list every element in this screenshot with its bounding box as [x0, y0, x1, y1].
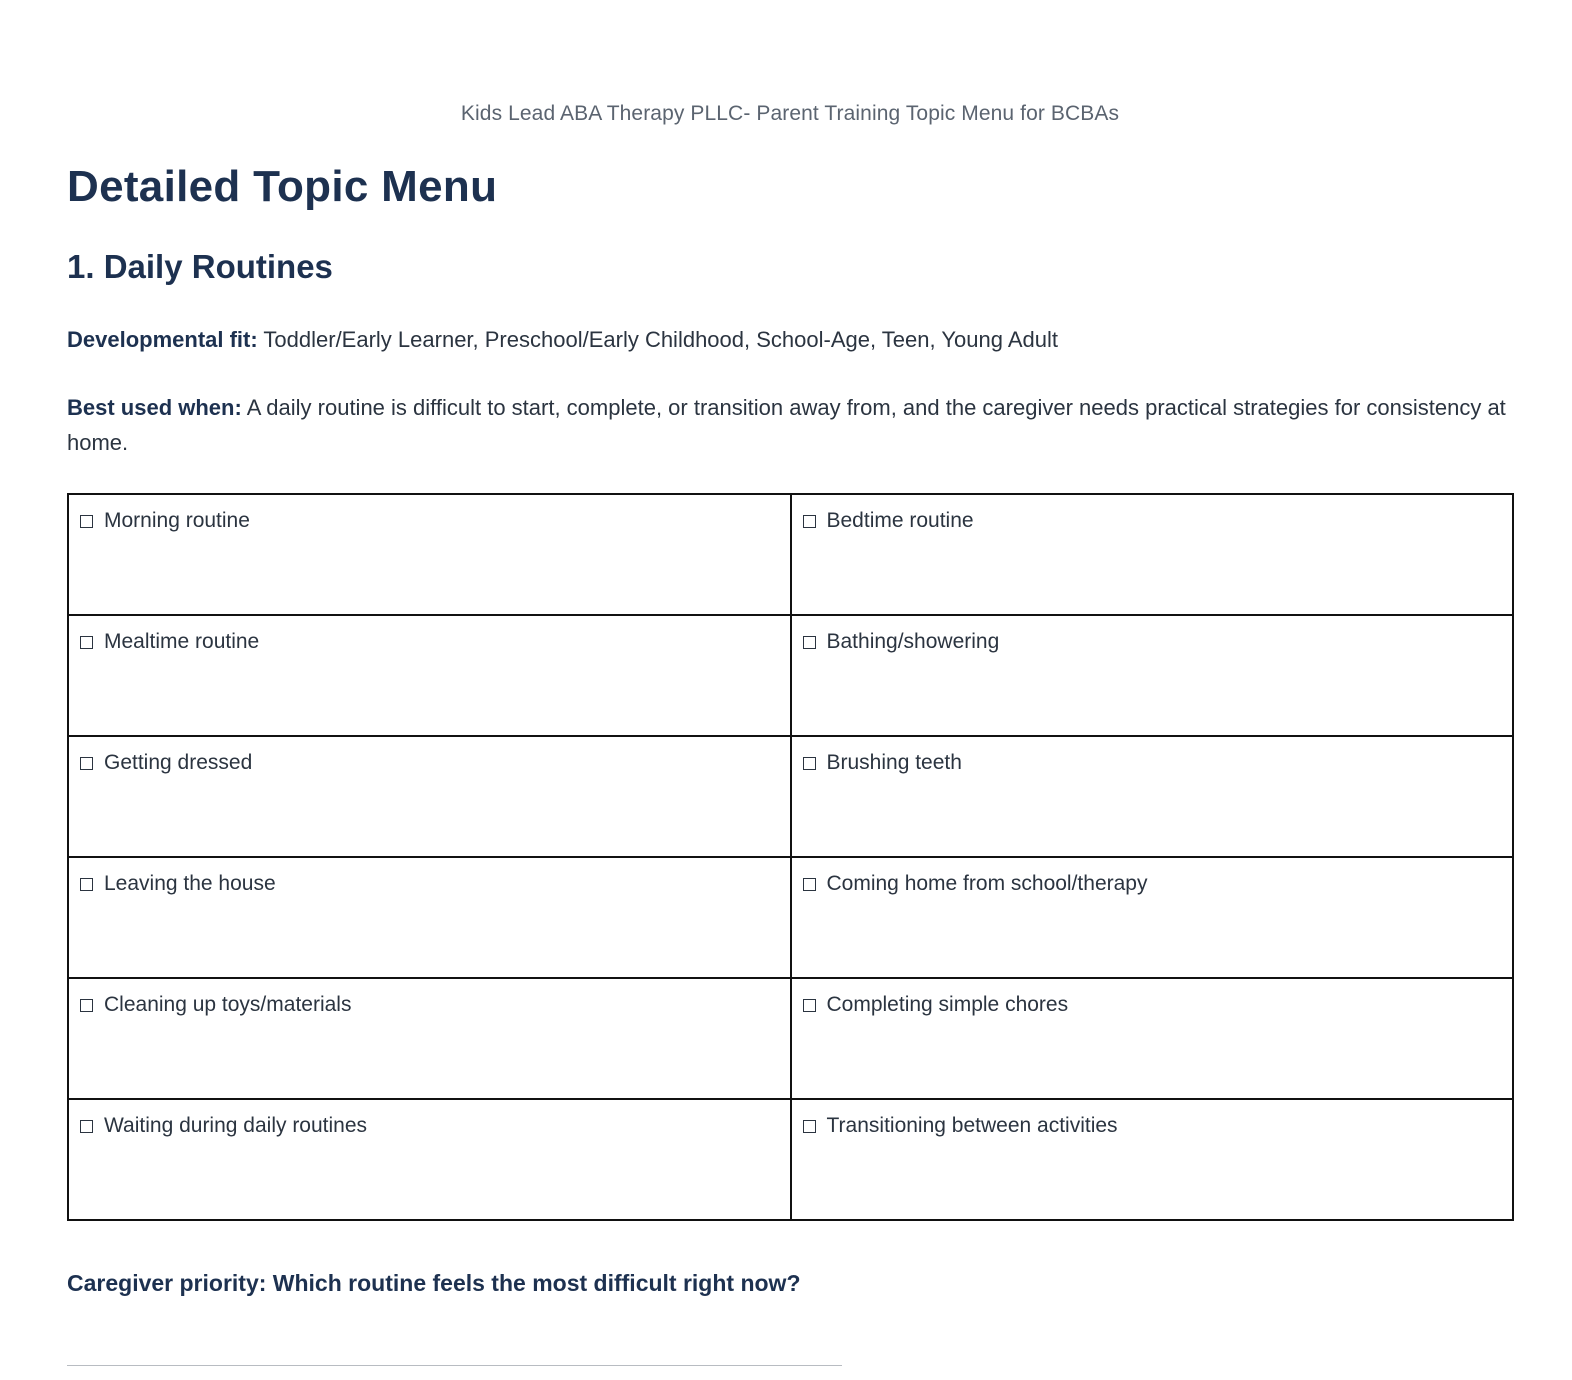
answer-line[interactable]	[67, 1365, 842, 1366]
checkbox-icon[interactable]	[80, 515, 93, 528]
topic-cell[interactable]	[68, 736, 791, 857]
table-row	[68, 615, 1513, 736]
topic-label: Getting dressed	[104, 751, 253, 774]
table-row	[68, 494, 1513, 615]
running-header: Kids Lead ABA Therapy PLLC- Parent Training Topic Menu for BCBAs	[460, 102, 1120, 125]
checkbox-icon[interactable]	[803, 878, 816, 891]
topic-label: Mealtime routine	[104, 630, 260, 653]
document-title: Detailed Topic Menu	[67, 162, 498, 211]
topic-cell[interactable]	[68, 615, 791, 736]
topic-label: Bedtime routine	[826, 509, 974, 532]
developmental-fit-paragraph	[67, 322, 1507, 357]
topic-label: Transitioning between activities	[826, 1114, 1118, 1137]
checkbox-icon[interactable]	[803, 636, 816, 649]
checkbox-icon[interactable]	[80, 878, 93, 891]
topic-cell[interactable]	[68, 1099, 791, 1220]
best-used-when-paragraph	[67, 390, 1507, 460]
topic-cell[interactable]	[68, 857, 791, 978]
table-row	[68, 1099, 1513, 1220]
topic-label: Bathing/showering	[826, 630, 1000, 653]
checkbox-icon[interactable]	[803, 515, 816, 528]
topic-label: Coming home from school/therapy	[826, 872, 1148, 895]
topic-cell[interactable]	[791, 615, 1514, 736]
topic-cell[interactable]	[791, 736, 1514, 857]
best-used-when-label: Best used when:	[67, 395, 242, 420]
section-heading: 1. Daily Routines	[67, 248, 333, 285]
checkbox-icon[interactable]	[803, 757, 816, 770]
topic-label: Leaving the house	[104, 872, 276, 895]
topic-cell[interactable]	[791, 978, 1514, 1099]
topic-cell[interactable]	[791, 857, 1514, 978]
topic-cell[interactable]	[791, 1099, 1514, 1220]
checkbox-icon[interactable]	[803, 1120, 816, 1133]
topic-label: Cleaning up toys/materials	[104, 993, 352, 1016]
topic-cell[interactable]	[68, 978, 791, 1099]
checkbox-icon[interactable]	[80, 757, 93, 770]
checkbox-icon[interactable]	[80, 636, 93, 649]
checkbox-icon[interactable]	[80, 999, 93, 1012]
best-used-when-text: A daily routine is difficult to start, complete, or transition away from, and the caregiver needs practical strategies for consistency at home.	[67, 395, 1506, 455]
caregiver-priority-question: Caregiver priority: Which routine feels the most difficult right now?	[67, 1270, 801, 1296]
topic-checklist-table	[67, 493, 1514, 1221]
topic-cell[interactable]	[68, 494, 791, 615]
checkbox-icon[interactable]	[80, 1120, 93, 1133]
topic-cell[interactable]	[791, 494, 1514, 615]
developmental-fit-label: Developmental fit:	[67, 327, 258, 352]
topic-label: Completing simple chores	[826, 993, 1069, 1016]
developmental-fit-text: Toddler/Early Learner, Preschool/Early Childhood, School-Age, Teen, Young Adult	[257, 327, 1058, 352]
table-row	[68, 857, 1513, 978]
topic-label: Waiting during daily routines	[104, 1114, 368, 1137]
table-row	[68, 736, 1513, 857]
topic-label: Morning routine	[104, 509, 250, 532]
checkbox-icon[interactable]	[803, 999, 816, 1012]
topic-label: Brushing teeth	[826, 751, 962, 774]
table-row	[68, 978, 1513, 1099]
